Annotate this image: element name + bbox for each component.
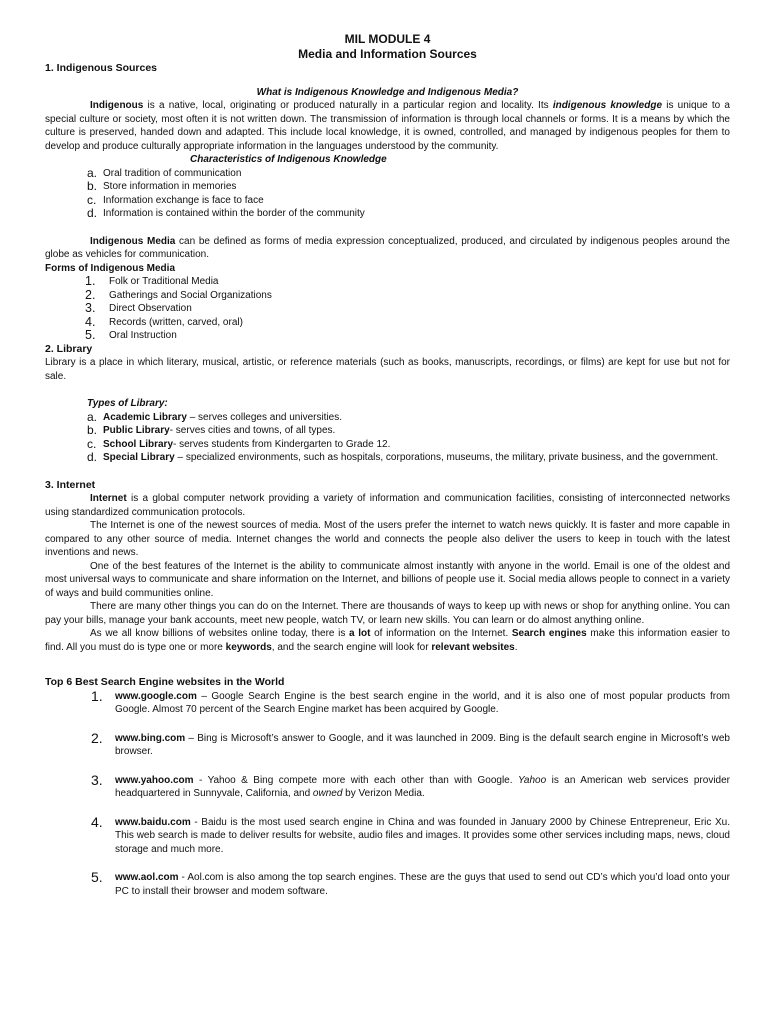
section-heading-library: 2. Library [45,342,93,355]
list-item: a. Academic Library – serves colleges and universities. [87,409,343,424]
indigenous-question: What is Indigenous Knowledge and Indigenous Media? [256,86,519,98]
list-item: c. Information exchange is face to face [87,192,264,207]
list-item: c. School Library- serves students from Kindergarten to Grade 12. [87,436,391,451]
list-item: 5. Oral Instruction [85,328,177,342]
internet-paragraph-4: There are many other things you can do on the Internet. There are thousands of ways to keep up with news or shop for anything online. You can pay your bills, manage your bank accounts, meet new people, watch TV, or learn new skills. You can learn or do almost anything online. [45,601,730,626]
module-title: MIL MODULE 4 [344,32,431,46]
library-types-heading: Types of Library: [87,398,168,409]
list-item: 1. Folk or Traditional Media [85,274,219,288]
list-item: 5. www.aol.com - Aol.com is also among the top search engines. These are the guys that used to send out CD’s which you’d load onto your PC to install their browser and modem software. [91,869,730,897]
forms-list [45,275,730,343]
list-item: 1. www.google.com – Google Search Engine is the best search engine in the world, and it is also one of most popular products from Google. Almost 70 percent of the Search Engine market has been acquired by Google. [91,687,730,715]
list-item: b. Public Library- serves cities and towns, of all types. [87,423,336,437]
characteristics-heading: Characteristics of Indigenous Knowledge [190,154,387,165]
list-item: 4. www.baidu.com - Baidu is the most used search engine in China and was founded in January 2000 by Chinese Entrepreneur, Eric Xu. This web search is made to deliver results for website, audio files and images. It provides some other services including maps, news, cloud storage and much more. [91,813,730,855]
indigenous-media-paragraph: Indigenous Media can be defined as forms of media expression conceptualized, produced, and circulated by indigenous peoples around the globe as vehicles for communication. [45,235,730,260]
indigenous-paragraph: Indigenous is a native, local, originating or produced naturally in a particular region and locality. Its indigenous knowledge is unique to a special culture or society, most often it is not written down. The transmission of information is through local channels or forms. It is a means by which the culture is preserved, handed down and adapted. This include local knowledge, it is owned, controlled, and managed by indigenous peoples for them to develop and produce culturally appropriate information in the languages understood by the community. [45,100,730,152]
list-item: a. Oral tradition of communication [87,165,242,180]
list-item: b. Store information in memories [87,179,237,193]
library-types-list [45,411,730,465]
list-item: 3. www.yahoo.com - Yahoo & Bing compete more with each other than with Google. Yahoo is an American web services provider headquartered in Sunnyvale, California, and owned by Verizon Media. [91,771,730,799]
section-heading-search-engines: Top 6 Best Search Engine websites in the World [45,676,285,688]
internet-paragraph-3: One of the best features of the Internet is the ability to communicate almost instantly with anyone in the world. Email is one of the oldest and most universal ways to communicate and share information on the Internet, and billions of people use it. Social media allows people to connect in a variety of ways and build communities online. [45,560,730,599]
library-paragraph: Library is a place in which literary, musical, artistic, or reference materials (such as books, manuscripts, recordings, or films) are kept for use but not for sale. [45,357,730,382]
list-item: d. Special Library – specialized environments, such as hospitals, corporations, museums, the military, private business, and the government. [87,450,719,464]
list-item: d. Information is contained within the border of the community [87,206,365,220]
internet-paragraph-1: Internet is a global computer network providing a variety of information and communication facilities, consisting of interconnected networks using standardized communication protocols. [45,493,730,518]
internet-paragraph-5: As we all know billions of websites online today, there is a lot of information on the Internet. Search engines make this information easier to find. All you must do is type one or more keywords, and the search engine will look for relevant websites. [45,628,730,653]
list-item: 3. Direct Observation [85,301,192,315]
search-engine-list [45,687,730,899]
characteristics-list [45,167,730,221]
internet-paragraph-2: The Internet is one of the newest sources of media. Most of the users prefer the internet to watch news quickly. It is faster and more capable in compared to any other source of media. Internet changes the world and connects the people also deliver the users to keep in touch with the latest inventions and news. [45,520,730,558]
document-page [45,32,730,913]
module-subtitle: Media and Information Sources [298,47,477,61]
section-heading-indigenous: 1. Indigenous Sources [45,62,158,74]
list-item: 4. Records (written, carved, oral) [85,314,243,329]
section-heading-internet: 3. Internet [45,478,96,491]
list-item: 2. Gatherings and Social Organizations [85,287,272,302]
forms-heading: Forms of Indigenous Media [45,262,176,274]
list-item: 2. www.bing.com – Bing is Microsoft’s answer to Google, and it was launched in 2009. Bing is the default search engine in Microsoft’s web browser. [91,729,730,757]
